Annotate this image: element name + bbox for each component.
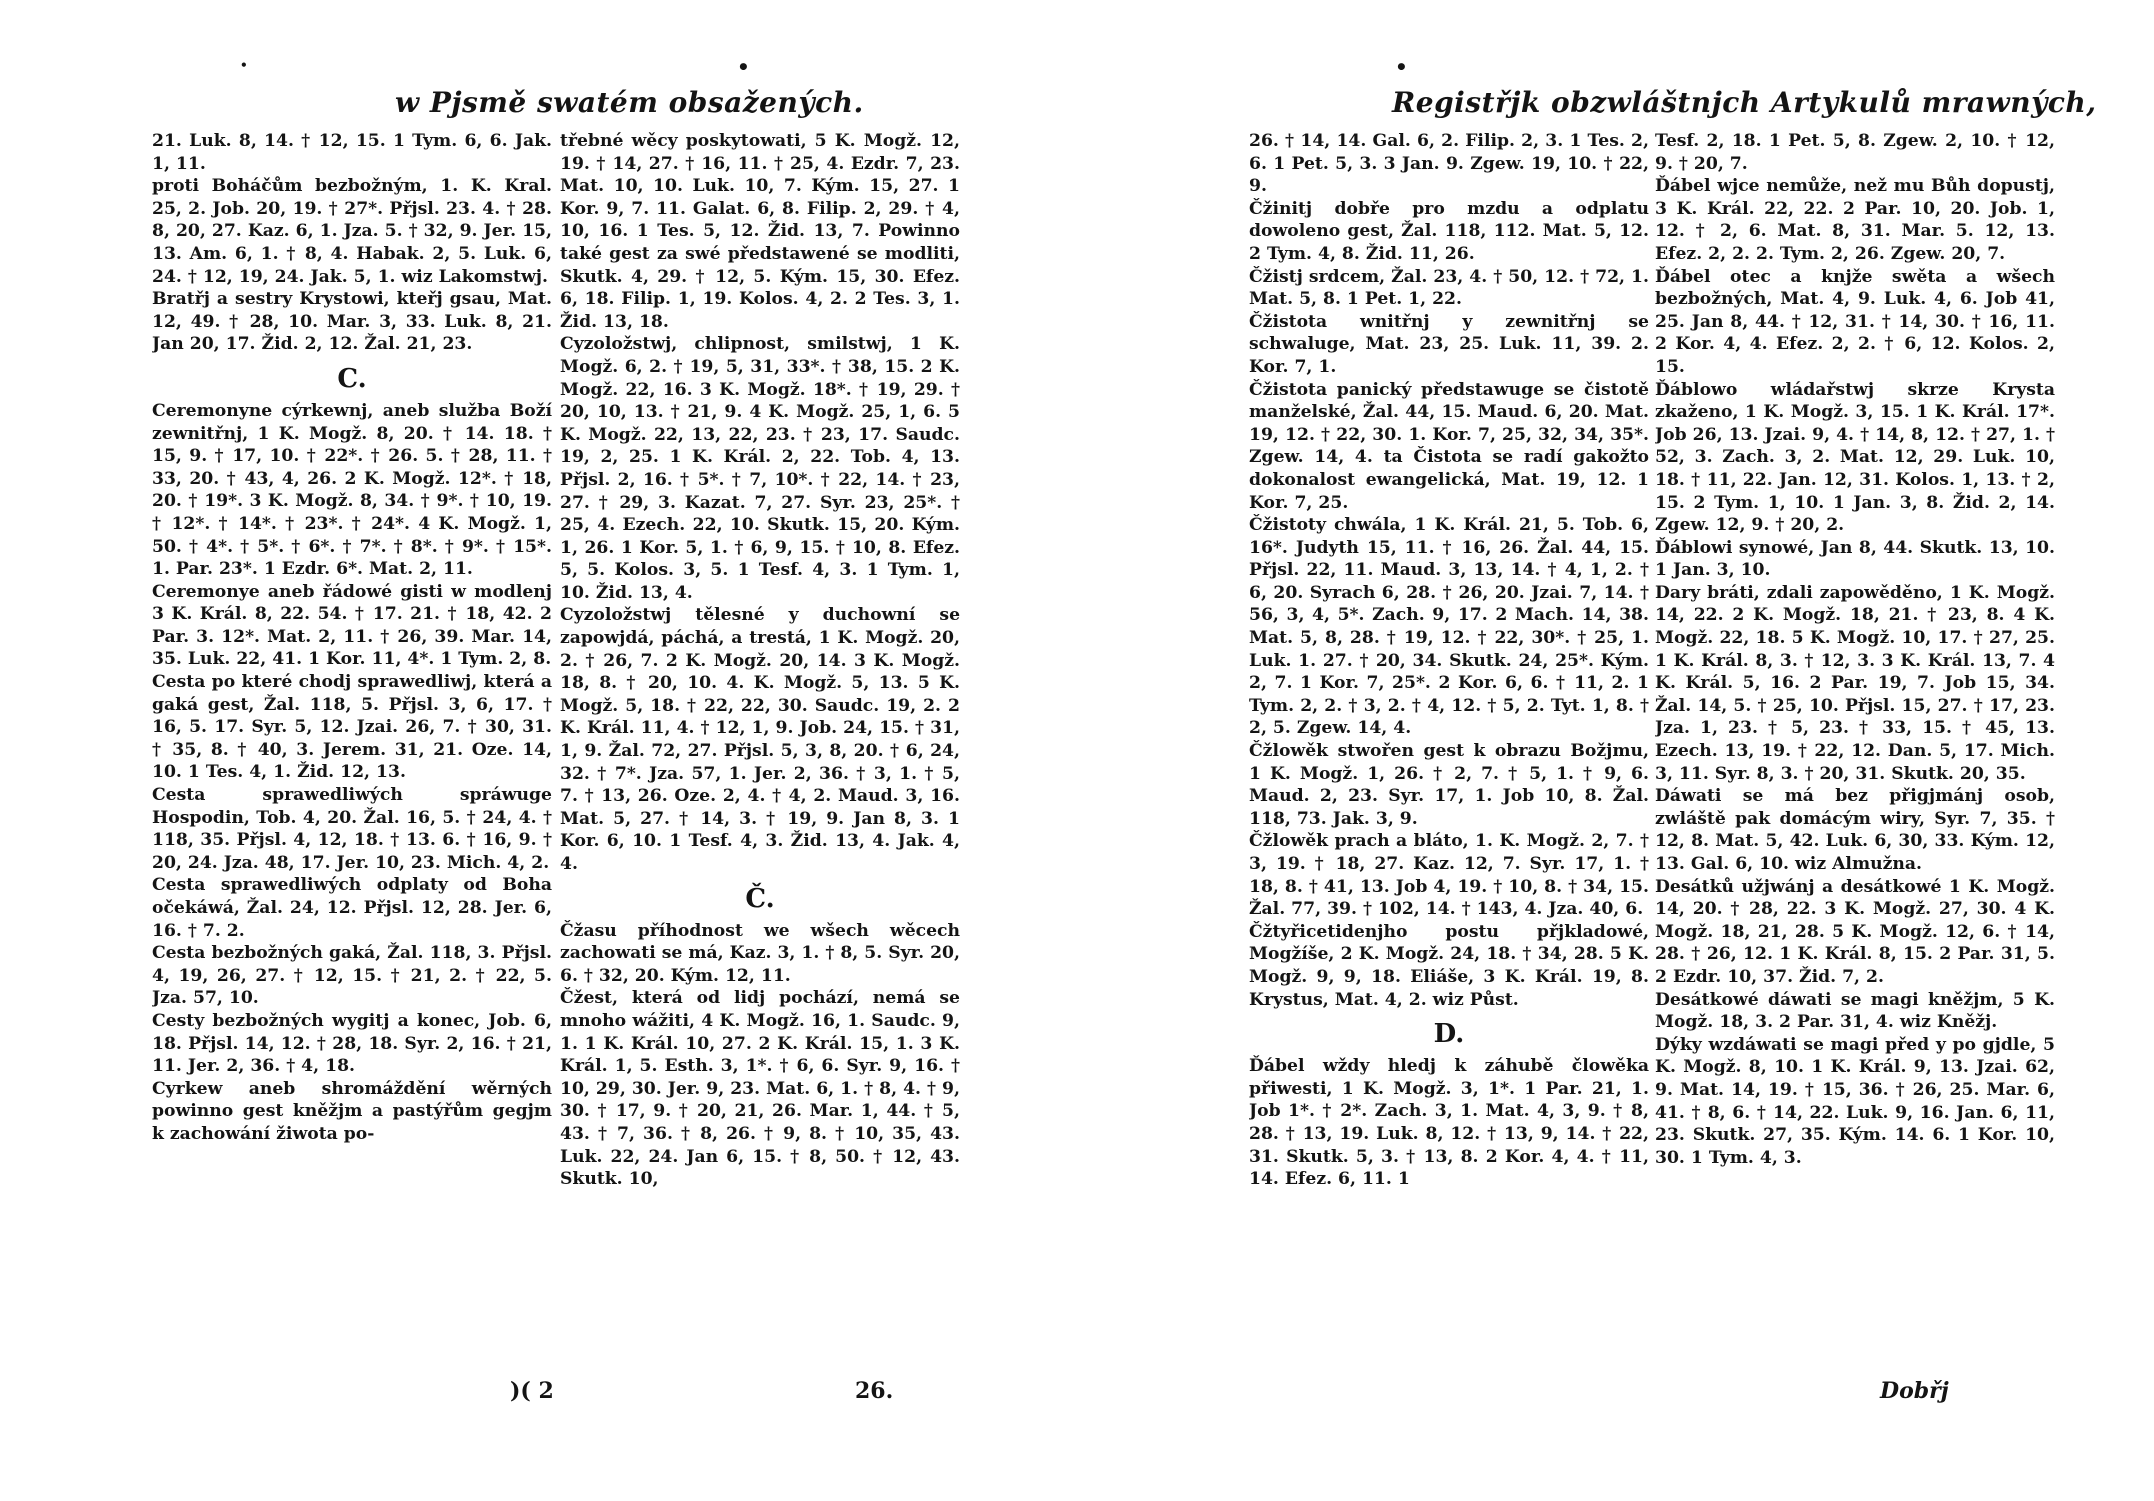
text-column-2 [1655, 130, 2055, 1420]
index-entry: Ďábel otec a knjže swěta a wšech bezbožných, Mat. 4, 9. Luk. 4, 6. Job 41, 25. Jan 8, 44. † 12, 31. † 14, 30. † 16, 11. 2 Kor. 4, 4. Efez. 2, 2. † 6, 12. Kolos. 2, 15. [1655, 266, 2055, 377]
index-entry: Čžlowěk stwořen gest k obrazu Božjmu, 1 K. Mogž. 1, 26. † 2, 7. † 5, 1. † 9, 6. Maud. 2, 23. Syr. 17, 1. Job 10, 8. Žal. 118, 73. Jak. 3, 9. [1249, 741, 1649, 829]
index-entry: třebné wěcy poskytowati, 5 K. Mogž. 12, 19. † 14, 27. † 16, 11. † 25, 4. Ezdr. 7, 23. Mat. 10, 10. Luk. 10, 7. Kým. 15, 27. 1 Kor. 9, 7. 11. Galat. 6, 8. Filip. 2, 29. † 4, 10, 16. 1 Tes. 5, 12. Žid. 13, 7. Powinno také gest za swé předstawené se modliti, Skutk. 4, 29. † 12, 5. Kým. 15, 30. Efez. 6, 18. Filip. 1, 19. Kolos. 4, 2. 2 Tes. 3, 1. Žid. 13, 18. [560, 131, 960, 332]
index-entry: Tesf. 2, 18. 1 Pet. 5, 8. Zgew. 2, 10. † 12, 9. † 20, 7. [1655, 131, 2055, 174]
right-page [1077, 0, 2154, 1501]
index-entry: Cyrkew aneb shromáždění wěrných powinno gest kněžjm a pastýřům gegjm k zachowání žiwota po- [152, 1078, 552, 1144]
index-entry: Cyzoložstwj tělesné y duchowní se zapowjdá, páchá, a trestá, 1 K. Mogž. 20, 2. † 26, 7. 2 K. Mogž. 20, 14. 3 K. Mogž. 18, 8. † 20, 10. 4. K. Mogž. 5, 13. 5 K. Mogž. 5, 18. † 22, 22, 30. Saudc. 19, 2. 2 K. Král. 11, 4. † 12, 1, 9. Job. 24, 15. † 31, 1, 9. Žal. 72, 27. Přjsl. 5, 3, 8, 20. † 6, 24, 32. † 7*. Jza. 57, 1. Jer. 2, 36. † 3, 1. † 5, 7. † 13, 26. Oze. 2, 4. † 4, 2. Maud. 3, 16. Mat. 5, 27. † 14, 3. † 19, 9. Jan 8, 3. 1 Kor. 6, 10. 1 Tesf. 4, 3. Žid. 13, 4. Jak. 4, 4. [560, 605, 960, 874]
index-entry: Ďábel wjce nemůže, než mu Bůh dopustj, 3 K. Král. 22, 22. 2 Par. 10, 20. Job. 1, 12. † 2, 6. Mat. 8, 31. Mar. 5. 12, 13. Efez. 2, 2. 2. Tym. 2, 26. Zgew. 20, 7. [1655, 176, 2055, 264]
text-column-1 [152, 130, 552, 1420]
ornament-dot: • [240, 58, 248, 72]
index-entry: Cyzoložstwj, chlipnost, smilstwj, 1 K. Mogž. 6, 2. † 19, 5, 31, 33*. † 38, 15. 2 K. Mogž. 22, 16. 3 K. Mogž. 18*. † 19, 29. † 20, 10, 13. † 21, 9. 4 K. Mogž. 25, 1, 6. 5 K. Mogž. 22, 13, 22, 23. † 23, 17. Saudc. 19, 2, 25. 1 K. Král. 2, 22. Tob. 4, 13. Přjsl. 2, 16. † 5*. † 7, 10*. † 22, 14. † 23, 27. † 29, 3. Kazat. 7, 27. Syr. 23, 25*. † 25, 4. Ezech. 22, 10. Skutk. 15, 20. Kým. 1, 26. 1 Kor. 5, 1. † 6, 9, 15. † 10, 8. Efez. 5, 5. Kolos. 3, 5. 1 Tesf. 4, 3. 1 Tym. 1, 10. Žid. 13, 4. [560, 334, 960, 603]
index-entry: Cesta bezbožných gaká, Žal. 118, 3. Přjsl. 4, 19, 26, 27. † 12, 15. † 21, 2. † 22, 5. Jza. 57, 10. [152, 943, 552, 1009]
running-header: Registřjk obzwláštnjch Artykulů mrawných, [1392, 86, 2097, 119]
index-entry: Cesty bezbožných wygitj a konec, Job. 6, 18. Přjsl. 14, 12. † 28, 18. Syr. 2, 16. † 21, 11. Jer. 2, 36. † 4, 18. [152, 1010, 552, 1077]
index-entry: Ceremonyne cýrkewnj, aneb služba Boží zewnitřnj, 1 K. Mogž. 8, 20. † 14. 18. † 15, 9. † 17, 10. † 22*. † 26. 5. † 28, 11. † 33, 20. † 43, 4, 26. 2 K. Mogž. 12*. † 18, 20. † 19*. 3 K. Mogž. 8, 34. † 9*. † 10, 19. † 12*. † 14*. † 23*. † 24*. 4 K. Mogž. 1, 50. † 4*. † 5*. † 6*. † 7*. † 8*. † 9*. † 15*. 1. Par. 23*. 1 Ezdr. 6*. Mat. 2, 11. [152, 400, 552, 580]
index-entry: Cesta sprawedliwých odplaty od Boha očekáwá, Žal. 24, 12. Přjsl. 12, 28. Jer. 6, 16. † 7. 2. [152, 875, 552, 941]
ornament-dot: • [737, 55, 750, 79]
index-entry: Ďáblowi synowé, Jan 8, 44. Skutk. 13, 10. 1 Jan. 3, 10. [1655, 537, 2055, 581]
index-entry: Dary bráti, zdali zapowěděno, 1 K. Mogž. 14, 22. 2 K. Mogž. 18, 21. † 23, 8. 4 K. Mogž. 22, 18. 5 K. Mogž. 10, 17. † 27, 25. 1 K. Král. 8, 3. † 12, 3. 3 K. Král. 13, 7. 4 K. Král. 5, 16. 2 Par. 19, 7. Job 15, 34. Žal. 14, 5. † 25, 10. Přjsl. 15, 27. † 17, 23. Jza. 1, 23. † 5, 23. † 33, 15. † 45, 13. Ezech. 13, 19. † 22, 12. Dan. 5, 17. Mich. 3, 11. Syr. 8, 3. † 20, 31. Skutk. 20, 35. [1655, 582, 2055, 784]
index-entry: Cesta sprawedliwých spráwuge Hospodin, Tob. 4, 20. Žal. 16, 5. † 24, 4. † 118, 35. Přjsl. 4, 12, 18. † 13. 6. † 16, 9. † 20, 24. Jza. 48, 17. Jer. 10, 23. Mich. 4, 2. [152, 785, 552, 873]
index-entry: Cesta po které chodj sprawedliwj, která a gaká gest, Žal. 118, 5. Přjsl. 3, 6, 17. † 16, 5. 17. Syr. 5, 12. Jzai. 26, 7. † 30, 31. † 35, 8. † 40, 3. Jerem. 31, 21. Oze. 14, 10. 1 Tes. 4, 1. Žid. 12, 13. [152, 672, 552, 783]
signature-mark: )( 2 [510, 1378, 554, 1404]
index-entry: Čžasu příhodnost we wšech wěcech zachowati se má, Kaz. 3, 1. † 8, 5. Syr. 20, 6. † 32, 20. Kým. 12, 11. [560, 920, 960, 986]
index-entry: 21. Luk. 8, 14. † 12, 15. 1 Tym. 6, 6. Jak. 1, 11. [152, 131, 552, 174]
index-entry: 26. † 14, 14. Gal. 6, 2. Filip. 2, 3. 1 Tes. 2, 6. 1 Pet. 5, 3. 3 Jan. 9. Zgew. 19, 10. † 22, 9. [1249, 131, 1649, 197]
index-entry: Čžistota panický předstawuge se čistotě manželské, Žal. 44, 15. Maud. 6, 20. Mat. 19, 12. † 22, 30. 1. Kor. 7, 25, 32, 34, 35*. Zgew. 14, 4. ta Čistota se radí gakožto dokonalost ewangelická, Mat. 19, 12. 1 Kor. 7, 25. [1249, 379, 1649, 513]
index-entry: Dáwati se má bez přigjmánj osob, zwláště pak domácým wiry, Syr. 7, 35. † 12, 8. Mat. 5, 42. Luk. 6, 30, 33. Kým. 12, 13. Gal. 6, 10. wiz Almužna. [1655, 786, 2055, 874]
index-entry: Čžest, která od lidj pochází, nemá se mnoho wážiti, 4 K. Mogž. 16, 1. Saudc. 9, 1. 1 K. Král. 10, 27. 2 K. Král. 15, 1. 3 K. Král. 1, 5. Esth. 3, 1*. † 6, 6. Syr. 9, 16. † 10, 29, 30. Jer. 9, 23. Mat. 6, 1. † 8, 4. † 9, 30. † 17, 9. † 20, 21, 26. Mar. 1, 44. † 5, 43. † 7, 36. † 8, 26. † 9, 8. † 10, 35, 43. Luk. 22, 24. Jan 6, 15. † 8, 50. † 12, 43. Skutk. 10, [560, 988, 960, 1190]
text-column-1 [1249, 130, 1649, 1420]
index-entry: Desátků užjwánj a desátkowé 1 K. Mogž. 14, 20. † 28, 22. 3 K. Mogž. 27, 30. 4 K. Mogž. 18, 21, 28. 5 K. Mogž. 12, 6. † 14, 28. † 26, 12. 1 K. Král. 8, 15. 2 Par. 31, 5. 2 Ezdr. 10, 37. Žid. 7, 2. [1655, 876, 2055, 987]
running-header: w Pjsmě swatém obsažených. [395, 86, 864, 119]
catchword: 26. [855, 1378, 894, 1404]
index-entry: Desátkowé dáwati se magi kněžjm, 5 K. Mogž. 18, 3. 2 Par. 31, 4. wiz Kněžj. [1655, 989, 2055, 1033]
text-column-2 [560, 130, 960, 1420]
index-entry: Ďábel wždy hledj k záhubě člowěka přiwesti, 1 K. Mogž. 3, 1*. 1 Par. 21, 1. Job 1*. † 2*. Zach. 3, 1. Mat. 4, 3, 9. † 8, 28. † 13, 19. Luk. 8, 12. † 13, 9, 14. † 22, 31. Skutk. 5, 3. † 13, 8. 2 Kor. 4, 4. † 11, 14. Efez. 6, 11. 1 [1249, 1056, 1649, 1190]
ornament-dot: • [1395, 55, 1408, 79]
section-letter: D. [1433, 1019, 1465, 1050]
index-entry: proti Boháčům bezbožným, 1. K. Kral. 25, 2. Job. 20, 19. † 27*. Přjsl. 23. 4. † 28. 8, 20, 27. Kaz. 6, 1. Jza. 5. † 32, 9. Jer. 15, 13. Am. 6, 1. † 8, 4. Habak. 2, 5. Luk. 6, 24. † 12, 19, 24. Jak. 5, 1. wiz Lakomstwj. [152, 176, 552, 287]
index-entry: Bratřj a sestry Krystowi, kteřj gsau, Mat. 12, 49. † 28, 10. Mar. 3, 33. Luk. 8, 21. Jan 20, 17. Žid. 2, 12. Žal. 21, 23. [152, 289, 552, 355]
index-entry: Čžistota wnitřnj y zewnitřnj se schwaluge, Mat. 23, 25. Luk. 11, 39. 2. Kor. 7, 1. [1249, 311, 1649, 377]
index-entry: Dýky wzdáwati se magi před y po gjdle, 5 K. Mogž. 8, 10. 1 K. Král. 9, 13. Jzai. 62, 9. Mat. 14, 19. † 15, 36. † 26, 25. Mar. 6, 41. † 8, 6. † 14, 22. Luk. 9, 16. Jan. 6, 11, 23. Skutk. 27, 35. Kým. 14. 6. 1 Kor. 10, 30. 1 Tym. 4, 3. [1655, 1034, 2055, 1168]
index-entry: Ceremonye aneb řádowé gisti w modlenj 3 K. Král. 8, 22. 54. † 17. 21. † 18, 42. 2 Par. 3. 12*. Mat. 2, 11. † 26, 39. Mar. 14, 35. Luk. 22, 41. 1 Kor. 11, 4*. 1 Tym. 2, 8. [152, 581, 552, 670]
index-entry: Čžinitj dobře pro mzdu a odplatu dowoleno gest, Žal. 118, 112. Mat. 5, 12. 2 Tym. 4, 8. Žid. 11, 26. [1249, 198, 1649, 264]
catchword: Dobřj [1880, 1378, 1949, 1404]
index-entry: Ďáblowo wládařstwj skrze Krysta zkaženo, 1 K. Mogž. 3, 15. 1 K. Král. 17*. Job 26, 13. Jzai. 9, 4. † 14, 8, 12. † 27, 1. † 52, 3. Zach. 3, 2. Mat. 12, 29. Luk. 10, 18. † 11, 22. Jan. 12, 31. Kolos. 1, 13. † 2, 15. 2 Tym. 1, 10. 1 Jan. 3, 8. Žid. 2, 14. Zgew. 12, 9. † 20, 2. [1655, 379, 2055, 536]
section-letter: C. [337, 363, 367, 394]
index-entry: Čžtyřicetidenjho postu přjkladowé, Mogžíše, 2 K. Mogž. 24, 18. † 34, 28. 5 K. Mogž. 9, 9, 18. Eliáše, 3 K. Král. 19, 8. Krystus, Mat. 4, 2. wiz Půst. [1249, 921, 1649, 1010]
index-entry: Čžlowěk prach a bláto, 1. K. Mogž. 2, 7. † 3, 19. † 18, 27. Kaz. 12, 7. Syr. 17, 1. † 18, 8. † 41, 13. Job 4, 19. † 10, 8. † 34, 15. Žal. 77, 39. † 102, 14. † 143, 4. Jza. 40, 6. [1249, 831, 1649, 920]
index-entry: Čžistoty chwála, 1 K. Král. 21, 5. Tob. 6, 16*. Judyth 15, 11. † 16, 26. Žal. 44, 15. Přjsl. 22, 11. Maud. 3, 13, 14. † 4, 1, 2. † 6, 20. Syrach 6, 28. † 26, 20. Jzai. 7, 14. † 56, 3, 4, 5*. Zach. 9, 17. 2 Mach. 14, 38. Mat. 5, 8, 28. † 19, 12. † 22, 30*. † 25, 1. Luk. 1. 27. † 20, 34. Skutk. 24, 25*. Kým. 2, 7. 1 Kor. 7, 25*. 2 Kor. 6, 6. † 11, 2. 1 Tym. 2, 2. † 3, 2. † 4, 12. † 5, 2. Tyt. 1, 8. † 2, 5. Zgew. 14, 4. [1249, 515, 1649, 739]
section-letter: Č. [745, 883, 775, 914]
index-entry: Čžistj srdcem, Žal. 23, 4. † 50, 12. † 72, 1. Mat. 5, 8. 1 Pet. 1, 22. [1249, 266, 1649, 310]
